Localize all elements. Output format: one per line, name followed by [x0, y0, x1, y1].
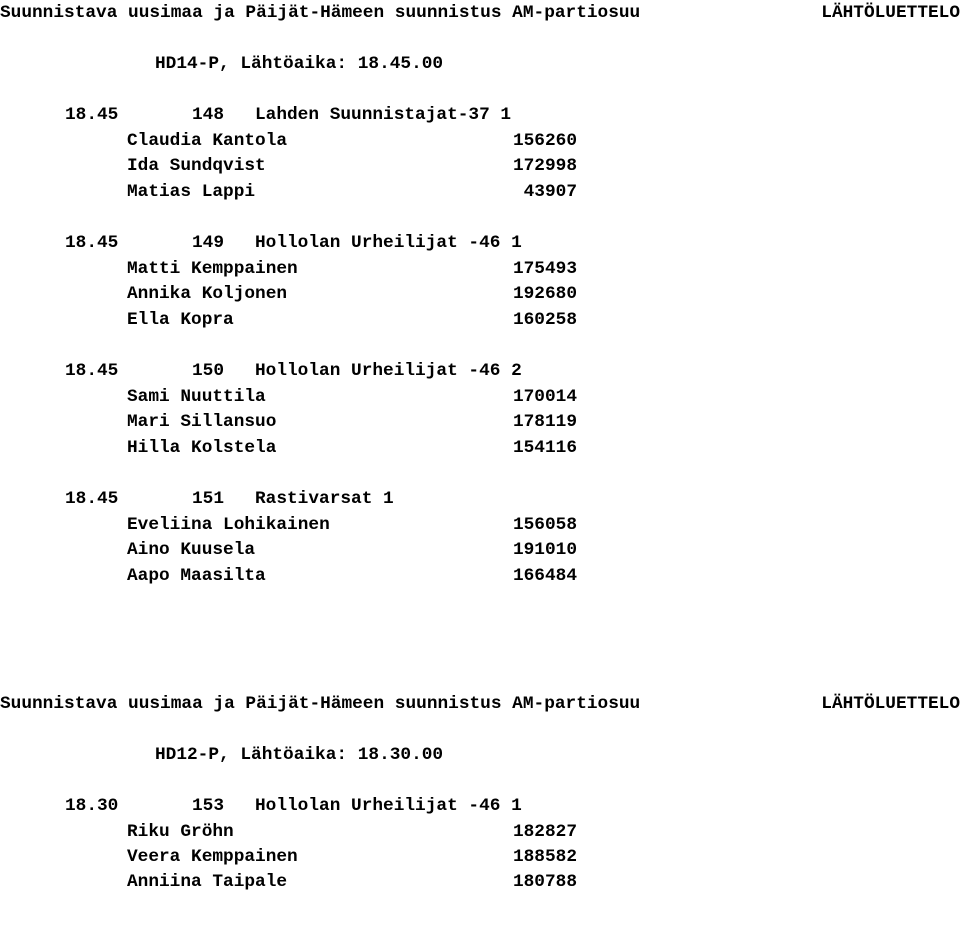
document-type: LÄHTÖLUETTELO	[821, 3, 960, 23]
team-name: Rastivarsat 1	[255, 489, 394, 509]
runner-name: Ella Kopra	[127, 310, 234, 330]
team-start-time: 18.45	[65, 361, 119, 381]
runner-name: Eveliina Lohikainen	[127, 515, 330, 535]
team-start-time: 18.45	[65, 489, 119, 509]
team-line	[65, 233, 522, 255]
runner-id: 192680	[512, 284, 577, 304]
team-name: Lahden Suunnistajat-37 1	[255, 105, 512, 125]
team-start-time: 18.45	[65, 233, 119, 253]
team-line	[65, 361, 522, 383]
runner-name: Aapo Maasilta	[127, 566, 266, 586]
runner-name: Mari Sillansuo	[127, 412, 277, 432]
runner-line	[127, 261, 577, 281]
document-title: Suunnistava uusimaa ja Päijät-Hämeen suunnistus AM-partiosuu	[0, 694, 641, 714]
runner-line	[127, 824, 577, 844]
team-name: Hollolan Urheilijat -46 1	[255, 796, 522, 816]
runner-line	[127, 849, 577, 869]
runner-line	[127, 184, 577, 204]
runner-id: 182827	[512, 822, 577, 842]
runner-id: 178119	[512, 412, 577, 432]
runner-id: 191010	[512, 540, 577, 560]
runner-id: 43907	[523, 182, 577, 202]
runner-id: 156260	[512, 131, 577, 151]
runner-id: 170014	[512, 387, 577, 407]
runner-line	[127, 158, 577, 178]
runner-name: Claudia Kantola	[127, 131, 288, 151]
team-number: 151	[192, 489, 225, 509]
team-number: 153	[192, 796, 225, 816]
document-title: Suunnistava uusimaa ja Päijät-Hämeen suunnistus AM-partiosuu	[0, 3, 641, 23]
runner-line	[127, 517, 577, 537]
team-line	[65, 796, 522, 818]
runner-line	[127, 312, 577, 332]
team-number: 149	[192, 233, 225, 253]
runner-id: 180788	[512, 872, 577, 892]
runner-id: 156058	[512, 515, 577, 535]
runner-line	[127, 874, 577, 894]
runner-id: 166484	[512, 566, 577, 586]
runner-line	[127, 389, 577, 409]
runner-id: 154116	[512, 438, 577, 458]
runner-name: Annika Koljonen	[127, 284, 288, 304]
runner-id: 188582	[512, 847, 577, 867]
runner-line	[127, 414, 577, 434]
class-start-line: HD14-P, Lähtöaika: 18.45.00	[155, 54, 444, 74]
team-number: 148	[192, 105, 225, 125]
runner-id: 175493	[512, 259, 577, 279]
runner-name: Riku Gröhn	[127, 822, 234, 842]
runner-id: 160258	[512, 310, 577, 330]
runner-name: Anniina Taipale	[127, 872, 288, 892]
team-start-time: 18.45	[65, 105, 119, 125]
team-number: 150	[192, 361, 225, 381]
class-start-line: HD12-P, Lähtöaika: 18.30.00	[155, 745, 444, 765]
team-line	[65, 489, 394, 511]
team-start-time: 18.30	[65, 796, 119, 816]
runner-name: Veera Kemppainen	[127, 847, 298, 867]
runner-name: Hilla Kolstela	[127, 438, 277, 458]
runner-name: Matias Lappi	[127, 182, 256, 202]
runner-id: 172998	[512, 156, 577, 176]
runner-name: Aino Kuusela	[127, 540, 256, 560]
document-type: LÄHTÖLUETTELO	[821, 694, 960, 714]
page-header	[0, 5, 960, 25]
runner-line	[127, 133, 577, 153]
runner-name: Ida Sundqvist	[127, 156, 266, 176]
team-name: Hollolan Urheilijat -46 2	[255, 361, 522, 381]
runner-line	[127, 542, 577, 562]
team-line	[65, 105, 512, 127]
page-header	[0, 696, 960, 716]
runner-line	[127, 440, 577, 460]
runner-name: Matti Kemppainen	[127, 259, 298, 279]
runner-name: Sami Nuuttila	[127, 387, 266, 407]
runner-line	[127, 286, 577, 306]
team-name: Hollolan Urheilijat -46 1	[255, 233, 522, 253]
runner-line	[127, 568, 577, 588]
